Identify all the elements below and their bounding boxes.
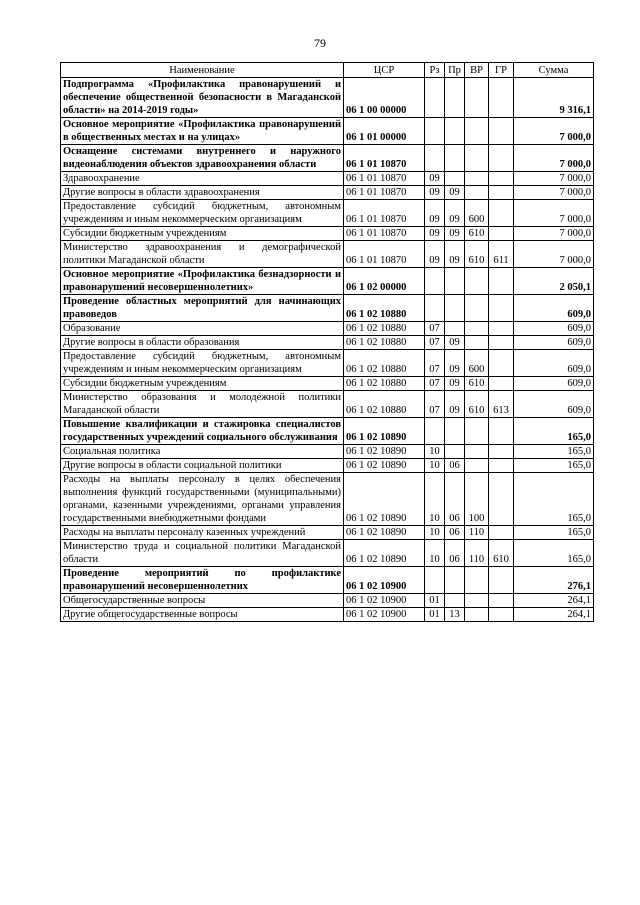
cell-pr — [445, 172, 465, 186]
cell-vr: 610 — [465, 227, 489, 241]
cell-sum: 7 000,0 — [514, 200, 594, 227]
cell-rz: 07 — [425, 391, 445, 418]
cell-vr — [465, 78, 489, 118]
cell-rz: 07 — [425, 377, 445, 391]
cell-pr — [445, 594, 465, 608]
cell-vr — [465, 186, 489, 200]
cell-pr: 06 — [445, 473, 465, 526]
table-row — [61, 391, 594, 418]
cell-pr: 09 — [445, 350, 465, 377]
cell-pr: 06 — [445, 459, 465, 473]
cell-name: Субсидии бюджетным учреждениям — [61, 377, 344, 391]
cell-sum: 165,0 — [514, 540, 594, 567]
cell-pr: 09 — [445, 336, 465, 350]
column-header-name: Наименование — [61, 63, 344, 78]
cell-name: Расходы на выплаты персоналу в целях обеспечения выполнения функций государственными (муниципальными) органами, казенными учреждениями, органами управления государственными внебюджетными фондами — [61, 473, 344, 526]
cell-vr — [465, 418, 489, 445]
cell-sum: 7 000,0 — [514, 241, 594, 268]
cell-sum: 609,0 — [514, 322, 594, 336]
cell-name: Субсидии бюджетным учреждениям — [61, 227, 344, 241]
cell-vr: 600 — [465, 350, 489, 377]
table-row — [61, 78, 594, 118]
cell-vr: 100 — [465, 473, 489, 526]
cell-csr: 06 1 01 10870 — [344, 186, 425, 200]
cell-rz: 10 — [425, 459, 445, 473]
cell-rz: 07 — [425, 336, 445, 350]
cell-pr: 09 — [445, 377, 465, 391]
cell-vr — [465, 459, 489, 473]
cell-name: Здравоохранение — [61, 172, 344, 186]
column-header-csr: ЦСР — [344, 63, 425, 78]
cell-sum: 2 050,1 — [514, 268, 594, 295]
cell-name: Предоставление субсидий бюджетным, автономным учреждениям и иным некоммерческим организациям — [61, 200, 344, 227]
cell-name: Основное мероприятие «Профилактика правонарушений в общественных местах и на улицах» — [61, 118, 344, 145]
cell-pr: 09 — [445, 391, 465, 418]
cell-pr: 06 — [445, 540, 465, 567]
cell-pr: 09 — [445, 200, 465, 227]
cell-csr: 06 1 01 10870 — [344, 200, 425, 227]
table-row — [61, 186, 594, 200]
budget-table — [60, 62, 594, 622]
cell-pr — [445, 268, 465, 295]
column-header-sum: Сумма — [514, 63, 594, 78]
table-row — [61, 118, 594, 145]
cell-pr — [445, 567, 465, 594]
cell-gr — [489, 473, 514, 526]
cell-name: Оснащение системами внутреннего и наружного видеонаблюдения объектов здравоохранения области — [61, 145, 344, 172]
table-row — [61, 608, 594, 622]
cell-gr — [489, 172, 514, 186]
cell-sum: 165,0 — [514, 526, 594, 540]
cell-gr — [489, 227, 514, 241]
column-header-vr: ВР — [465, 63, 489, 78]
cell-name: Проведение областных мероприятий для начинающих правоведов — [61, 295, 344, 322]
cell-vr — [465, 145, 489, 172]
cell-name: Другие вопросы в области социальной политики — [61, 459, 344, 473]
cell-csr: 06 1 01 10870 — [344, 145, 425, 172]
cell-csr: 06 1 01 10870 — [344, 172, 425, 186]
table-row — [61, 459, 594, 473]
cell-vr: 600 — [465, 200, 489, 227]
cell-rz: 09 — [425, 172, 445, 186]
cell-sum: 165,0 — [514, 473, 594, 526]
cell-gr — [489, 459, 514, 473]
cell-vr: 110 — [465, 540, 489, 567]
table-row — [61, 145, 594, 172]
table-row — [61, 473, 594, 526]
cell-gr — [489, 78, 514, 118]
cell-name: Предоставление субсидий бюджетным, автономным учреждениям и иным некоммерческим организациям — [61, 350, 344, 377]
cell-gr: 613 — [489, 391, 514, 418]
cell-sum: 7 000,0 — [514, 172, 594, 186]
cell-sum: 7 000,0 — [514, 145, 594, 172]
cell-pr — [445, 118, 465, 145]
cell-rz: 10 — [425, 540, 445, 567]
table-row — [61, 526, 594, 540]
cell-vr: 610 — [465, 391, 489, 418]
column-header-gr: ГР — [489, 63, 514, 78]
cell-sum: 276,1 — [514, 567, 594, 594]
cell-gr — [489, 567, 514, 594]
cell-gr: 611 — [489, 241, 514, 268]
table-row — [61, 200, 594, 227]
cell-pr: 06 — [445, 526, 465, 540]
cell-sum: 609,0 — [514, 391, 594, 418]
cell-pr: 13 — [445, 608, 465, 622]
cell-name: Социальная политика — [61, 445, 344, 459]
cell-name: Проведение мероприятий по профилактике правонарушений несовершеннолетних — [61, 567, 344, 594]
cell-pr: 09 — [445, 227, 465, 241]
table-row — [61, 322, 594, 336]
table-row — [61, 540, 594, 567]
cell-sum: 609,0 — [514, 377, 594, 391]
cell-csr: 06 1 02 10880 — [344, 391, 425, 418]
cell-rz: 09 — [425, 241, 445, 268]
cell-csr: 06 1 00 00000 — [344, 78, 425, 118]
cell-vr — [465, 567, 489, 594]
cell-csr: 06 1 02 10890 — [344, 526, 425, 540]
cell-vr — [465, 336, 489, 350]
cell-gr: 610 — [489, 540, 514, 567]
cell-rz: 01 — [425, 608, 445, 622]
cell-pr: 09 — [445, 241, 465, 268]
cell-rz: 10 — [425, 526, 445, 540]
table-row — [61, 227, 594, 241]
column-header-rz: Рз — [425, 63, 445, 78]
cell-gr — [489, 322, 514, 336]
cell-gr — [489, 350, 514, 377]
cell-sum: 7 000,0 — [514, 118, 594, 145]
cell-name: Подпрограмма «Профилактика правонарушений и обеспечение общественной безопасности в Магаданской области» на 2014-2019 годы» — [61, 78, 344, 118]
cell-rz — [425, 567, 445, 594]
cell-gr — [489, 336, 514, 350]
cell-pr — [445, 322, 465, 336]
table-row — [61, 594, 594, 608]
table-row — [61, 295, 594, 322]
cell-pr — [445, 78, 465, 118]
cell-gr — [489, 526, 514, 540]
cell-gr — [489, 418, 514, 445]
cell-gr — [489, 377, 514, 391]
table-header-row — [61, 63, 594, 78]
cell-gr — [489, 186, 514, 200]
cell-csr: 06 1 02 10900 — [344, 567, 425, 594]
cell-rz — [425, 78, 445, 118]
cell-name: Другие вопросы в области образования — [61, 336, 344, 350]
cell-vr — [465, 172, 489, 186]
cell-name: Другие вопросы в области здравоохранения — [61, 186, 344, 200]
cell-name: Другие общегосударственные вопросы — [61, 608, 344, 622]
table-row — [61, 418, 594, 445]
cell-pr: 09 — [445, 186, 465, 200]
cell-sum: 165,0 — [514, 418, 594, 445]
cell-sum: 7 000,0 — [514, 186, 594, 200]
cell-vr: 110 — [465, 526, 489, 540]
cell-rz: 09 — [425, 200, 445, 227]
cell-name: Образование — [61, 322, 344, 336]
cell-name: Министерство здравоохранения и демографической политики Магаданской области — [61, 241, 344, 268]
cell-rz — [425, 268, 445, 295]
cell-name: Повышение квалификации и стажировка специалистов государственных учреждений социального обслуживания — [61, 418, 344, 445]
table-body — [61, 78, 594, 622]
cell-sum: 7 000,0 — [514, 227, 594, 241]
cell-csr: 06 1 02 10880 — [344, 350, 425, 377]
table-row — [61, 377, 594, 391]
cell-vr — [465, 322, 489, 336]
cell-sum: 165,0 — [514, 459, 594, 473]
cell-vr — [465, 594, 489, 608]
cell-name: Основное мероприятие «Профилактика безнадзорности и правонарушений несовершеннолетних» — [61, 268, 344, 295]
cell-rz — [425, 118, 445, 145]
cell-gr — [489, 145, 514, 172]
cell-csr: 06 1 02 00000 — [344, 268, 425, 295]
cell-gr — [489, 295, 514, 322]
cell-pr — [445, 145, 465, 172]
cell-vr — [465, 268, 489, 295]
cell-sum: 165,0 — [514, 445, 594, 459]
cell-gr — [489, 118, 514, 145]
cell-rz: 07 — [425, 322, 445, 336]
cell-vr: 610 — [465, 377, 489, 391]
cell-vr — [465, 118, 489, 145]
table-row — [61, 350, 594, 377]
cell-pr — [445, 418, 465, 445]
cell-rz — [425, 418, 445, 445]
cell-gr — [489, 608, 514, 622]
cell-rz: 09 — [425, 186, 445, 200]
table-row — [61, 172, 594, 186]
column-header-pr: Пр — [445, 63, 465, 78]
cell-csr: 06 1 01 00000 — [344, 118, 425, 145]
cell-rz: 07 — [425, 350, 445, 377]
cell-csr: 06 1 02 10890 — [344, 459, 425, 473]
cell-gr — [489, 445, 514, 459]
cell-rz — [425, 145, 445, 172]
cell-name: Министерство труда и социальной политики Магаданской области — [61, 540, 344, 567]
cell-sum: 609,0 — [514, 295, 594, 322]
cell-name: Расходы на выплаты персоналу казенных учреждений — [61, 526, 344, 540]
cell-csr: 06 1 02 10890 — [344, 445, 425, 459]
cell-sum: 609,0 — [514, 350, 594, 377]
cell-name: Министерство образования и молодежной политики Магаданской области — [61, 391, 344, 418]
cell-vr: 610 — [465, 241, 489, 268]
cell-sum: 264,1 — [514, 608, 594, 622]
cell-pr — [445, 445, 465, 459]
cell-sum: 264,1 — [514, 594, 594, 608]
table-row — [61, 567, 594, 594]
cell-name: Общегосударственные вопросы — [61, 594, 344, 608]
table-row — [61, 268, 594, 295]
cell-pr — [445, 295, 465, 322]
cell-rz: 10 — [425, 445, 445, 459]
table-row — [61, 445, 594, 459]
cell-csr: 06 1 02 10880 — [344, 322, 425, 336]
table-row — [61, 241, 594, 268]
cell-gr — [489, 268, 514, 295]
cell-rz — [425, 295, 445, 322]
cell-vr — [465, 608, 489, 622]
table-row — [61, 336, 594, 350]
cell-rz: 10 — [425, 473, 445, 526]
cell-csr: 06 1 02 10880 — [344, 377, 425, 391]
cell-sum: 609,0 — [514, 336, 594, 350]
cell-csr: 06 1 01 10870 — [344, 227, 425, 241]
cell-vr — [465, 445, 489, 459]
cell-csr: 06 1 02 10890 — [344, 540, 425, 567]
cell-gr — [489, 594, 514, 608]
cell-sum: 9 316,1 — [514, 78, 594, 118]
cell-gr — [489, 200, 514, 227]
cell-csr: 06 1 02 10890 — [344, 473, 425, 526]
cell-csr: 06 1 02 10900 — [344, 608, 425, 622]
cell-csr: 06 1 02 10890 — [344, 418, 425, 445]
cell-csr: 06 1 02 10900 — [344, 594, 425, 608]
cell-rz: 09 — [425, 227, 445, 241]
page-number: 79 — [314, 36, 326, 50]
cell-csr: 06 1 01 10870 — [344, 241, 425, 268]
cell-vr — [465, 295, 489, 322]
cell-csr: 06 1 02 10880 — [344, 336, 425, 350]
cell-csr: 06 1 02 10880 — [344, 295, 425, 322]
cell-rz: 01 — [425, 594, 445, 608]
